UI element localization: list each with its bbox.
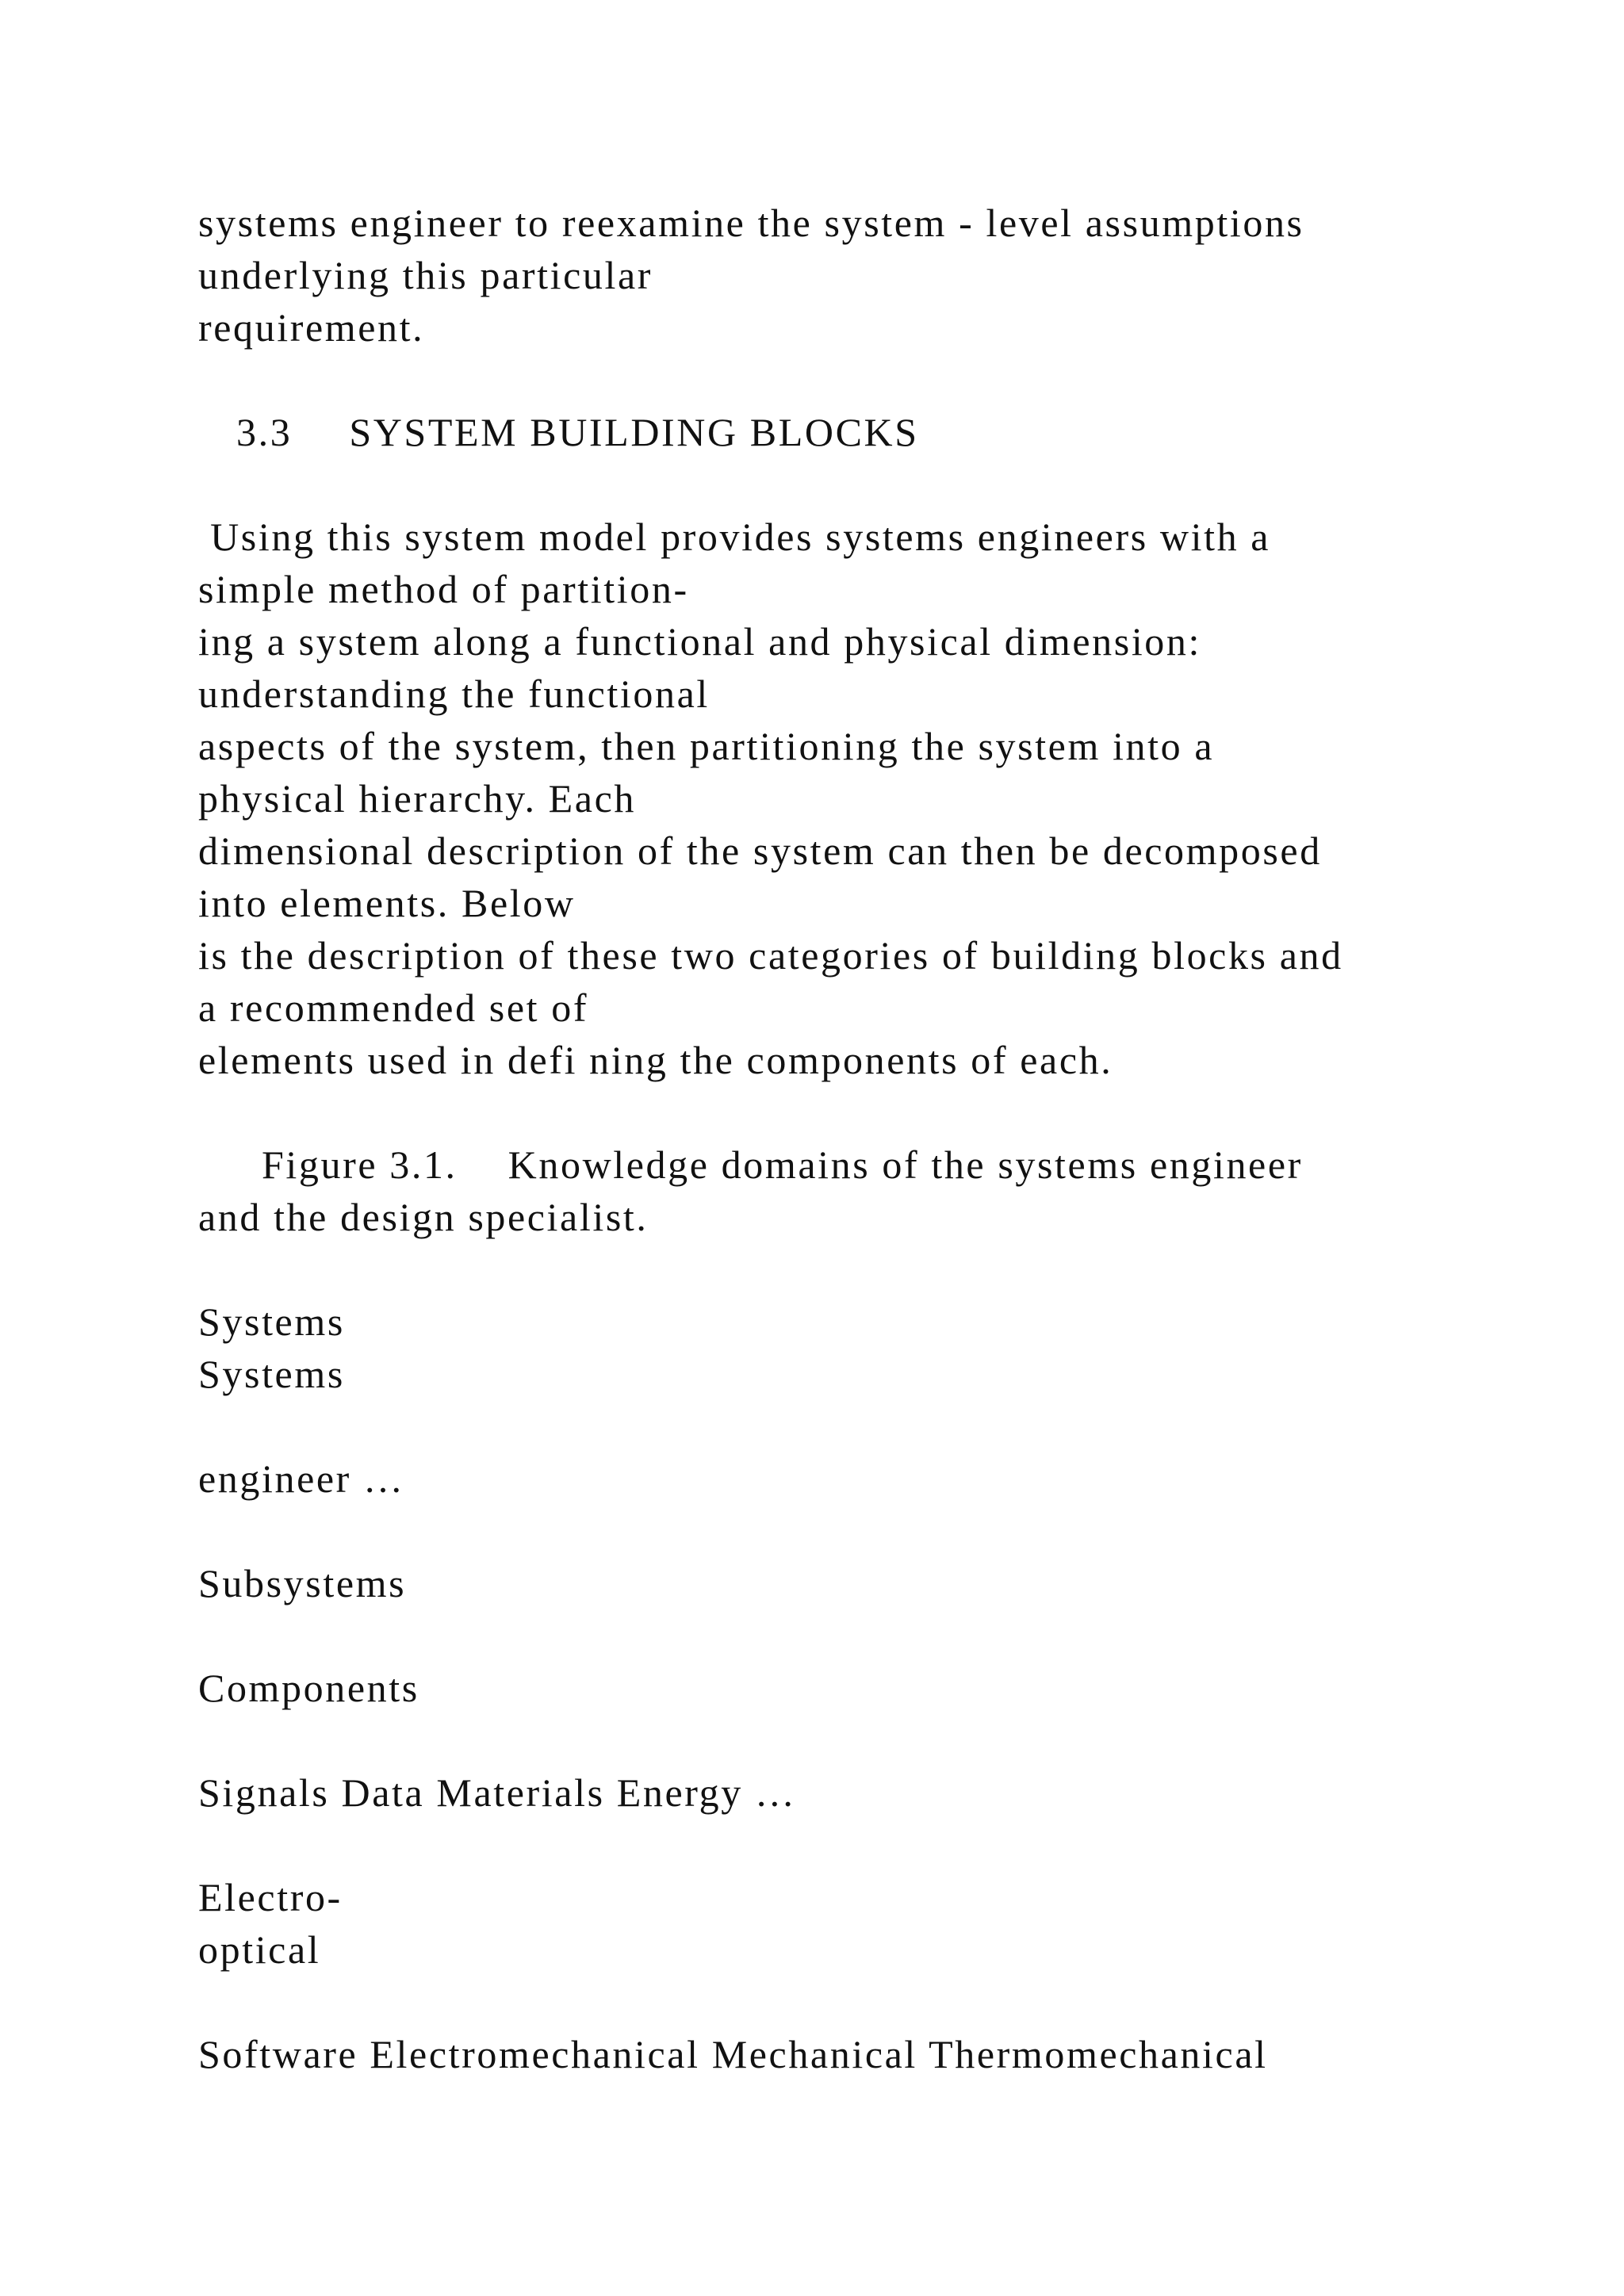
intro-line-1: systems engineer to reexamine the system - level assumptions: [198, 201, 1304, 245]
figure-text-engineer: engineer …: [198, 1456, 405, 1501]
section-title: SYSTEM BUILDING BLOCKS: [349, 410, 919, 454]
body-line-6: physical hierarchy. Each: [198, 776, 636, 821]
figure-text-subsystems: Subsystems: [198, 1561, 407, 1605]
body-line-9: is the description of these two categories of building blocks and: [198, 933, 1343, 978]
body-line-5: aspects of the system, then partitioning the system into a: [198, 724, 1215, 768]
intro-line-3: requirement.: [198, 305, 425, 350]
figure-caption-text: Knowledge domains of the systems engineer: [508, 1142, 1303, 1187]
figure-text-disciplines: Software Electromechanical Mechanical Thermomechanical: [198, 2032, 1268, 2076]
body-line-3: ing a system along a functional and physical dimension:: [198, 619, 1201, 664]
section-number: 3.3: [236, 410, 293, 454]
figure-caption: [262, 1138, 1303, 1191]
figure-text-electro-2: optical: [198, 1927, 321, 1972]
figure-text-systems-2: Systems: [198, 1352, 345, 1396]
body-line-11: elements used in defi ning the components of each.: [198, 1038, 1113, 1082]
figure-caption-line-2: and the design specialist.: [198, 1195, 649, 1239]
figure-text-components: Components: [198, 1666, 419, 1710]
body-line-4: understanding the functional: [198, 672, 710, 716]
body-line-2: simple method of partition-: [198, 567, 689, 611]
body-line-1: Using this system model provides systems engineers with a: [198, 515, 1271, 559]
body-line-7: dimensional description of the system can then be decomposed: [198, 828, 1322, 873]
figure-text-systems-1: Systems: [198, 1299, 345, 1344]
body-line-10: a recommended set of: [198, 985, 589, 1030]
intro-line-2: underlying this particular: [198, 253, 653, 297]
figure-text-flows: Signals Data Materials Energy …: [198, 1770, 797, 1815]
figure-text-electro-1: Electro-: [198, 1875, 343, 1919]
body-line-8: into elements. Below: [198, 881, 576, 925]
section-heading: [236, 406, 919, 458]
figure-label: Figure 3.1.: [262, 1142, 458, 1187]
